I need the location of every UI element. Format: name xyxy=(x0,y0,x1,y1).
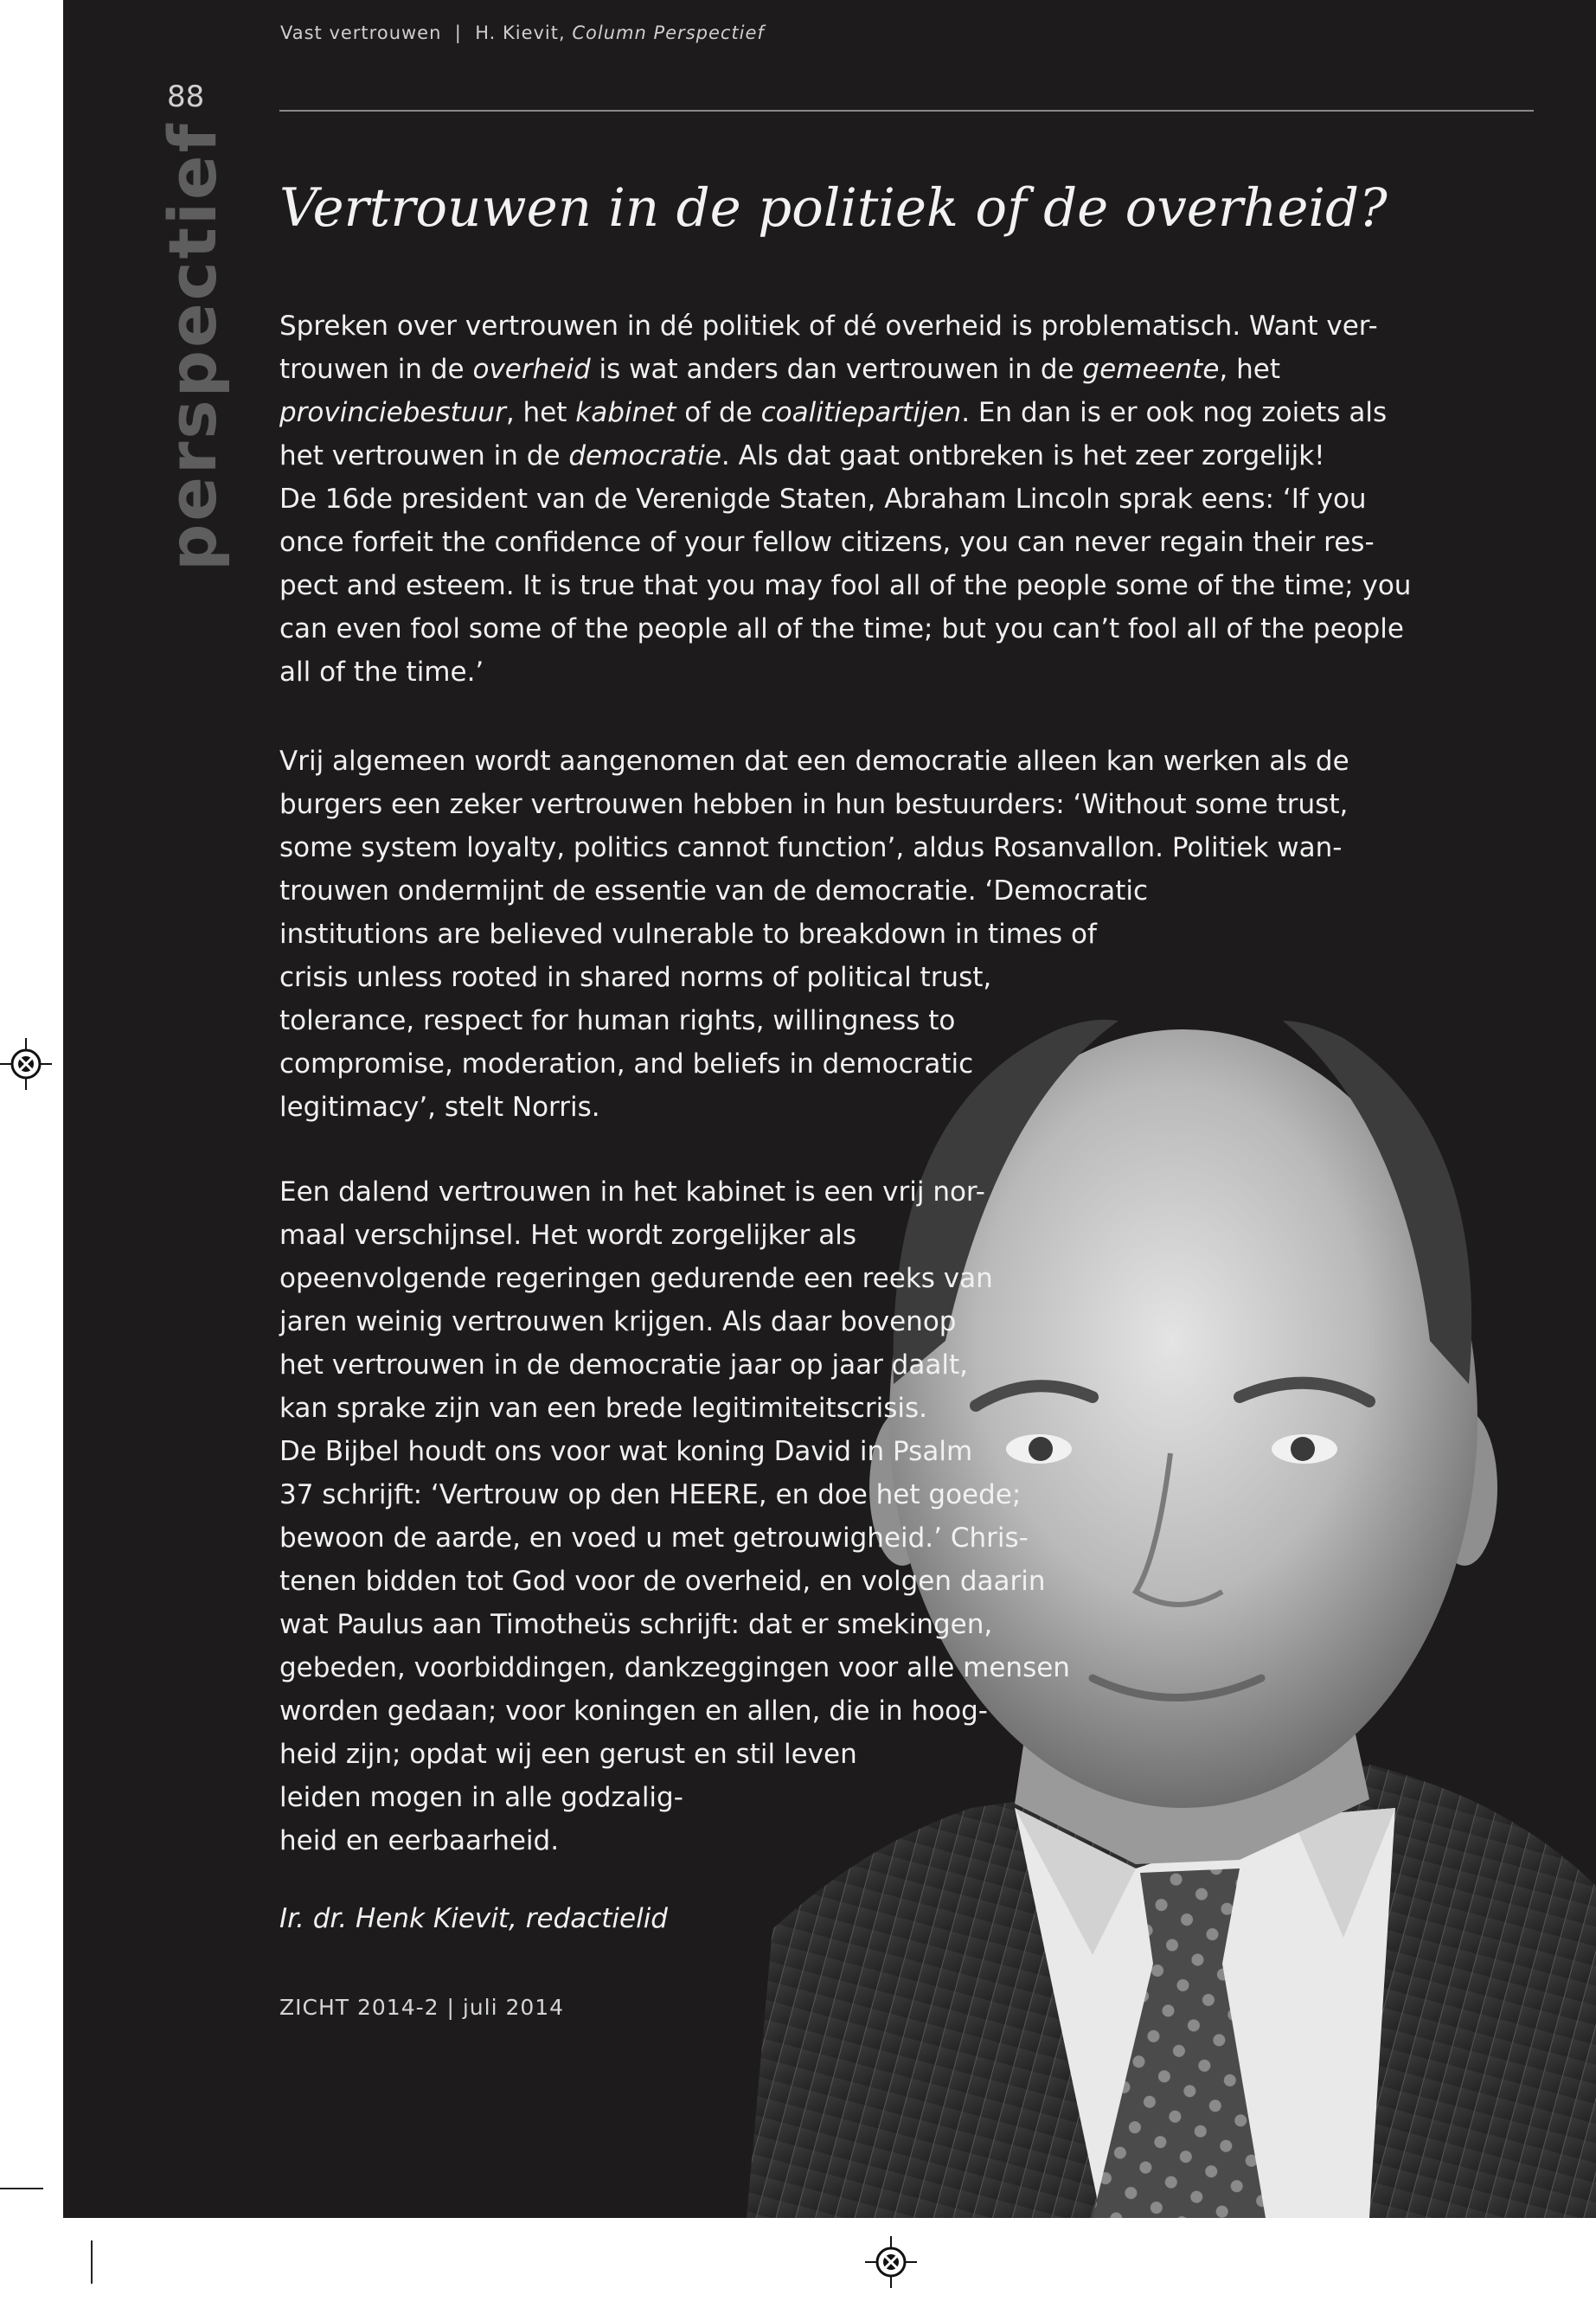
text-line: legitimacy’, stelt Norris. xyxy=(279,1092,600,1123)
text-line: maal verschijnsel. Het wordt zorgelijker als xyxy=(279,1220,856,1251)
article-title: Vertrouwen in de politiek of de overheid? xyxy=(279,177,1388,239)
text-line: het vertrouwen in de democratie. Als dat gaat ontbreken is het zeer zorgelijk! xyxy=(279,440,1325,471)
text-line: Een dalend vertrouwen in het kabinet is een vrij nor- xyxy=(279,1176,985,1208)
text-line: pect and esteem. It is true that you may fool all of the people some of the time; you xyxy=(279,570,1412,601)
text-line: all of the time.’ xyxy=(279,657,484,688)
paragraph-1 xyxy=(279,304,1411,694)
text-line: some system loyalty, politics cannot function’, aldus Rosanvallon. Politiek wan- xyxy=(279,832,1343,863)
paragraph-3 xyxy=(279,1170,1070,1862)
section-label: perspectief xyxy=(154,121,231,571)
text-line: wat Paulus aan Timotheüs schrijft: dat er smekingen, xyxy=(279,1609,993,1640)
issue-info: ZICHT 2014-2 | juli 2014 xyxy=(279,1995,565,2020)
trim-mark xyxy=(0,2188,43,2189)
text-line: tolerance, respect for human rights, willingness to xyxy=(279,1005,956,1036)
text-line: trouwen ondermijnt de essentie van de democratie. ‘Democratic xyxy=(279,875,1149,907)
page-panel xyxy=(63,0,1596,2218)
text-line: tenen bidden tot God voor de overheid, en volgen daarin xyxy=(279,1566,1046,1597)
text-line: het vertrouwen in de democratie jaar op jaar daalt, xyxy=(279,1349,968,1381)
text-line: can even fool some of the people all of the time; but you can’t fool all of the people xyxy=(279,613,1404,644)
text-line: Spreken over vertrouwen in dé politiek of dé overheid is problematisch. Want ver- xyxy=(279,311,1378,342)
text-line: bewoon de aarde, en voed u met getrouwigheid.’ Chris- xyxy=(279,1522,1029,1554)
text-line: leiden mogen in alle godzalig- xyxy=(279,1782,683,1813)
text-line: burgers een zeker vertrouwen hebben in hun bestuurders: ‘Without some trust, xyxy=(279,789,1349,820)
text-line: once forfeit the confidence of your fellow citizens, you can never regain their res- xyxy=(279,527,1375,558)
text-line: heid zijn; opdat wij een gerust en stil leven xyxy=(279,1739,857,1770)
text-line: heid en eerbaarheid. xyxy=(279,1825,560,1856)
registration-mark-bottom xyxy=(865,2236,917,2288)
text-line: Vrij algemeen wordt aangenomen dat een democratie alleen kan werken als de xyxy=(279,746,1349,777)
text-line: institutions are believed vulnerable to breakdown in times of xyxy=(279,919,1097,950)
text-line: kan sprake zijn van een brede legitimiteitscrisis. xyxy=(279,1393,928,1424)
header-rule xyxy=(279,110,1534,112)
text-line: De Bijbel houdt ons voor wat koning David in Psalm xyxy=(279,1436,973,1467)
running-head: Vast vertrouwen | H. Kievit, Column Perspectief xyxy=(280,22,765,43)
page-number: 88 xyxy=(167,80,205,114)
paragraph-2 xyxy=(279,740,1349,1129)
text-line: opeenvolgende regeringen gedurende een reeks van xyxy=(279,1263,993,1294)
text-line: worden gedaan; voor koningen en allen, die in hoog- xyxy=(279,1695,988,1727)
text-line: De 16de president van de Verenigde Staten, Abraham Lincoln sprak eens: ‘If you xyxy=(279,484,1367,515)
trim-mark xyxy=(91,2240,93,2284)
text-line: 37 schrijft: ‘Vertrouw op den HEERE, en doe het goede; xyxy=(279,1479,1022,1510)
text-line: jaren weinig vertrouwen krijgen. Als daar bovenop xyxy=(279,1306,957,1337)
registration-mark-left xyxy=(0,1038,52,1090)
text-line: provinciebestuur, het kabinet of de coalitiepartijen. En dan is er ook nog zoiets als xyxy=(279,397,1388,428)
author-signature: Ir. dr. Henk Kievit, redactielid xyxy=(279,1903,668,1934)
text-line: compromise, moderation, and beliefs in democratic xyxy=(279,1048,974,1080)
text-line: crisis unless rooted in shared norms of political trust, xyxy=(279,962,992,993)
text-line: trouwen in de overheid is wat anders dan vertrouwen in de gemeente, het xyxy=(279,354,1280,385)
text-line: gebeden, voorbiddingen, dankzeggingen voor alle mensen xyxy=(279,1652,1070,1683)
